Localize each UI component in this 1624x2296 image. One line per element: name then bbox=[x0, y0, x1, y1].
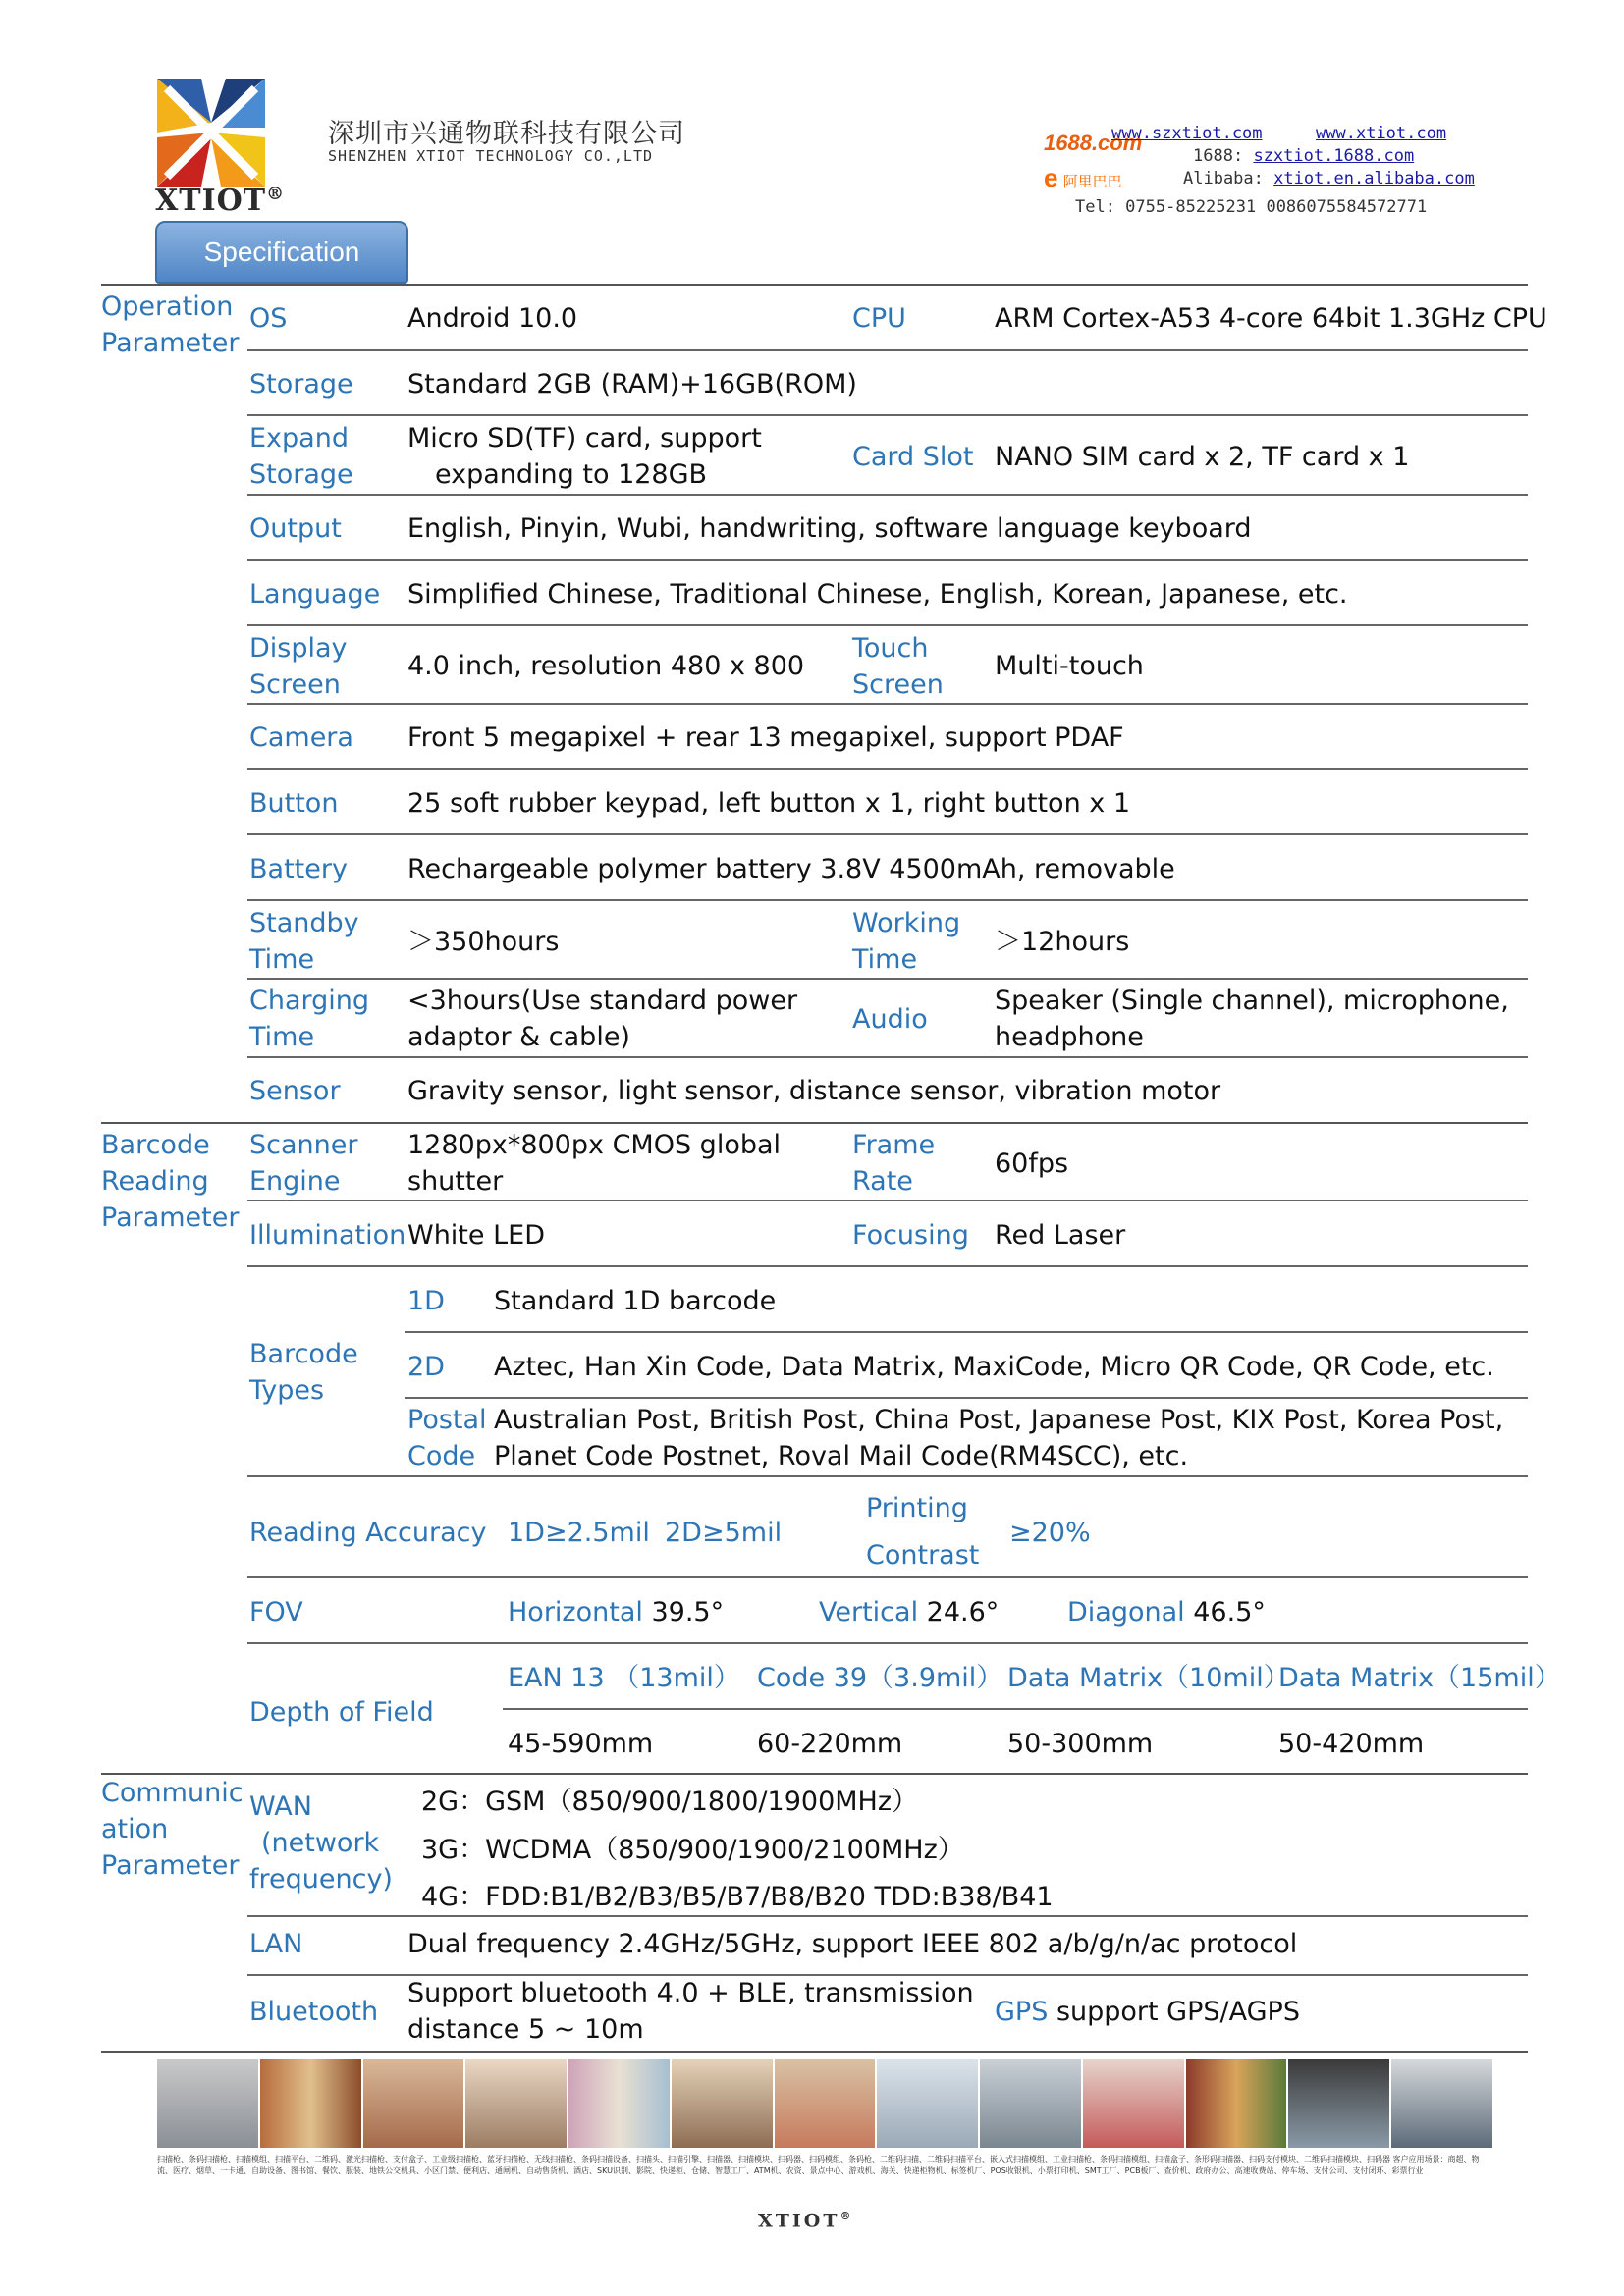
value-1d: Standard 1D barcode bbox=[494, 1286, 777, 1316]
label-expand-storage-2: Storage bbox=[249, 459, 353, 490]
value-camera: Front 5 megapixel + rear 13 megapixel, support PDAF bbox=[407, 722, 1124, 753]
dof-val-1: 45-590mm bbox=[508, 1729, 654, 1759]
brand-name: XTIOT® bbox=[155, 184, 286, 218]
label-touch-2: Screen bbox=[852, 669, 944, 700]
scene-photo bbox=[1391, 2059, 1492, 2148]
value-wan-3g: 3G：WCDMA（850/900/1900/2100MHz） bbox=[421, 1835, 964, 1865]
row-divider bbox=[247, 899, 1528, 901]
row-divider bbox=[247, 1576, 1528, 1578]
value-os: Android 10.0 bbox=[407, 303, 578, 334]
link-alibaba[interactable]: xtiot.en.alibaba.com bbox=[1273, 169, 1475, 188]
label-audio: Audio bbox=[852, 1004, 928, 1035]
label-printing-contrast-2: Contrast bbox=[866, 1540, 980, 1571]
section-communication-parameter: Communic ation Parameter bbox=[101, 1778, 244, 1881]
scene-photo bbox=[363, 2059, 464, 2148]
scene-photo bbox=[260, 2059, 361, 2148]
label-standby-1: Standby bbox=[249, 908, 359, 938]
value-illumination: White LED bbox=[407, 1220, 545, 1251]
dof-col-1: EAN 13 （13mil） bbox=[508, 1663, 740, 1693]
value-bluetooth-2: distance 5 ~ 10m bbox=[407, 2014, 644, 2045]
value-expand-storage-1: Micro SD(TF) card, support bbox=[407, 423, 762, 454]
value-charging-2: adaptor & cable) bbox=[407, 1022, 630, 1052]
label-camera: Camera bbox=[249, 722, 353, 753]
label-scanner-2: Engine bbox=[249, 1166, 341, 1197]
value-accuracy-1d: 1D≥2.5mil bbox=[508, 1518, 650, 1548]
section-barcode-parameter: Barcode Reading Parameter bbox=[101, 1130, 240, 1233]
telephone: Tel: 0755-85225231 0086075584572771 bbox=[1075, 197, 1428, 217]
link-1688-row: 1688: szxtiot.1688.com bbox=[1193, 146, 1415, 166]
value-scanner-2: shutter bbox=[407, 1166, 504, 1197]
logo-alibaba: e 阿里巴巴 bbox=[1044, 163, 1122, 192]
label-illumination: Illumination bbox=[249, 1220, 406, 1251]
scene-photo bbox=[157, 2059, 258, 2148]
label-depth-of-field: Depth of Field bbox=[249, 1697, 434, 1728]
value-wan-2g: 2G：GSM（850/900/1800/1900MHz） bbox=[421, 1787, 919, 1817]
label-sensor: Sensor bbox=[249, 1076, 341, 1106]
value-scanner-1: 1280px*800px CMOS global bbox=[407, 1130, 782, 1160]
scene-photo bbox=[1186, 2059, 1287, 2148]
value-printing-contrast: ≥20% bbox=[1009, 1518, 1091, 1548]
label-frame-rate-1: Frame bbox=[852, 1130, 936, 1160]
value-expand-storage-2: expanding to 128GB bbox=[435, 459, 708, 490]
label-reading-accuracy: Reading Accuracy bbox=[249, 1518, 487, 1548]
label-battery: Battery bbox=[249, 854, 348, 884]
label-bluetooth: Bluetooth bbox=[249, 1997, 379, 2027]
dof-col-4: Data Matrix（15mil） bbox=[1278, 1663, 1561, 1693]
company-logo bbox=[157, 79, 265, 187]
link-1688[interactable]: szxtiot.1688.com bbox=[1253, 146, 1415, 166]
label-scanner-1: Scanner bbox=[249, 1130, 358, 1160]
label-frame-rate-2: Rate bbox=[852, 1166, 913, 1197]
label-cpu: CPU bbox=[852, 303, 906, 334]
value-standby: ＞350hours bbox=[407, 927, 560, 957]
value-bluetooth-1: Support bluetooth 4.0 + BLE, transmission bbox=[407, 1978, 974, 2008]
label-lan: LAN bbox=[249, 1929, 303, 1959]
row-divider bbox=[405, 1331, 1528, 1333]
label-wan-3: frequency) bbox=[249, 1864, 393, 1895]
specification-tab: Specification bbox=[155, 221, 408, 284]
scene-photo bbox=[980, 2059, 1081, 2148]
scene-photo bbox=[1288, 2059, 1389, 2148]
value-working: ＞12hours bbox=[995, 927, 1130, 957]
label-wan-2: (network bbox=[261, 1828, 380, 1858]
row-divider bbox=[247, 1265, 1528, 1267]
label-2d: 2D bbox=[407, 1352, 445, 1382]
row-divider bbox=[247, 833, 1528, 835]
label-expand-storage-1: Expand bbox=[249, 423, 349, 454]
row-divider bbox=[247, 1056, 1528, 1058]
scene-photo bbox=[877, 2059, 978, 2148]
label-output: Output bbox=[249, 513, 342, 544]
label-1d: 1D bbox=[407, 1286, 445, 1316]
row-divider bbox=[405, 1397, 1528, 1399]
label-printing-contrast-1: Printing bbox=[866, 1493, 968, 1523]
value-gps: support GPS/AGPS bbox=[1056, 1997, 1300, 2027]
label-barcode-types-1: Barcode bbox=[249, 1339, 358, 1369]
scene-photo bbox=[465, 2059, 567, 2148]
gps-row bbox=[995, 1994, 1300, 2030]
value-wan-4g: 4G：FDD:B1/B2/B3/B5/B7/B8/B20 TDD:B38/B41 bbox=[421, 1882, 1054, 1912]
value-postal-2: Planet Code Postnet, Roval Mail Code(RM4SCC), etc. bbox=[494, 1441, 1189, 1471]
website-link-1[interactable]: www.szxtiot.com bbox=[1111, 124, 1263, 143]
label-display-2: Screen bbox=[249, 669, 341, 700]
section-rule bbox=[101, 1773, 1528, 1775]
dof-col-3: Data Matrix（10mil） bbox=[1007, 1663, 1290, 1693]
footer-brand: XTIOT® bbox=[758, 2210, 854, 2232]
row-divider bbox=[247, 978, 1528, 980]
row-divider bbox=[503, 1708, 1528, 1710]
section-rule-bottom bbox=[101, 2051, 1528, 2053]
value-touch: Multi-touch bbox=[995, 651, 1144, 681]
row-divider bbox=[247, 349, 1528, 351]
row-divider bbox=[247, 1475, 1528, 1477]
value-2d: Aztec, Han Xin Code, Data Matrix, MaxiCode, Micro QR Code, QR Code, etc. bbox=[494, 1352, 1494, 1382]
value-audio-2: headphone bbox=[995, 1022, 1144, 1052]
section-rule-top bbox=[101, 284, 1528, 286]
website-links bbox=[1111, 124, 1446, 143]
value-audio-1: Speaker (Single channel), microphone, bbox=[995, 986, 1509, 1016]
value-storage: Standard 2GB (RAM)+16GB(ROM) bbox=[407, 369, 857, 400]
company-name-cn: 深圳市兴通物联科技有限公司 bbox=[328, 119, 685, 149]
value-focusing: Red Laser bbox=[995, 1220, 1126, 1251]
label-touch-1: Touch bbox=[852, 633, 929, 664]
label-card-slot: Card Slot bbox=[852, 442, 974, 472]
value-frame-rate: 60fps bbox=[995, 1148, 1069, 1179]
label-os: OS bbox=[249, 303, 288, 334]
row-divider bbox=[247, 768, 1528, 770]
label-charging-1: Charging bbox=[249, 986, 370, 1016]
value-charging-1: <3hours(Use standard power bbox=[407, 986, 798, 1016]
scene-photo bbox=[775, 2059, 876, 2148]
value-output: English, Pinyin, Wubi, handwriting, software language keyboard bbox=[407, 513, 1252, 544]
label-working-1: Working bbox=[852, 908, 961, 938]
fov-diagonal: Diagonal 46.5° bbox=[1067, 1597, 1266, 1628]
row-divider bbox=[247, 494, 1528, 496]
value-language: Simplified Chinese, Traditional Chinese, English, Korean, Japanese, etc. bbox=[407, 579, 1348, 610]
dof-val-3: 50-300mm bbox=[1007, 1729, 1154, 1759]
label-language: Language bbox=[249, 579, 381, 610]
label-wan-1: WAN bbox=[249, 1791, 312, 1822]
link-alibaba-row: Alibaba: xtiot.en.alibaba.com bbox=[1183, 169, 1475, 188]
label-postal-2: Code bbox=[407, 1441, 476, 1471]
label-postal-1: Postal bbox=[407, 1405, 487, 1435]
value-display: 4.0 inch, resolution 480 x 800 bbox=[407, 651, 805, 681]
label-gps: GPS bbox=[995, 1997, 1049, 2027]
value-cpu: ARM Cortex-A53 4-core 64bit 1.3GHz CPU bbox=[995, 303, 1547, 334]
row-divider bbox=[247, 1915, 1528, 1917]
scene-photo bbox=[1083, 2059, 1184, 2148]
row-divider bbox=[247, 703, 1528, 705]
logo-1688: 1688.com bbox=[1044, 131, 1143, 155]
label-focusing: Focusing bbox=[852, 1220, 969, 1251]
label-standby-2: Time bbox=[249, 944, 315, 975]
value-card-slot: NANO SIM card x 2, TF card x 1 bbox=[995, 442, 1410, 472]
value-battery: Rechargeable polymer battery 3.8V 4500mAh, removable bbox=[407, 854, 1175, 884]
company-name-en: SHENZHEN XTIOT TECHNOLOGY CO.,LTD bbox=[328, 147, 654, 165]
label-button: Button bbox=[249, 788, 339, 819]
application-photo-strip bbox=[157, 2059, 1492, 2148]
label-display-1: Display bbox=[249, 633, 348, 664]
row-divider bbox=[247, 1642, 1528, 1644]
label-storage: Storage bbox=[249, 369, 353, 400]
row-divider bbox=[247, 559, 1528, 561]
value-postal-1: Australian Post, British Post, China Post, Japanese Post, KIX Post, Korea Post, bbox=[494, 1405, 1504, 1435]
value-lan: Dual frequency 2.4GHz/5GHz, support IEEE 802 a/b/g/n/ac protocol bbox=[407, 1929, 1298, 1959]
label-fov: FOV bbox=[249, 1597, 303, 1628]
footer-keywords: 扫描枪、条码扫描枪、扫描模组、扫描平台、二维码、激光扫描枪、支付盒子、工业级扫描枪、蓝牙扫描枪、无线扫描枪、条码扫描设备、扫描头、扫描引擎、扫描器、扫描模块、扫码器、扫码模组、条码枪、二维码扫描、二维码扫描平台、嵌入式扫描模组、工业扫描枪、条码扫描模组、扫描盒子、条形码扫描器、扫码支付模块、二维码扫描模块、扫码器 客户应用场景：商超、物流、医疗、烟草、一卡通、自助设备、图书馆、餐饮、服装、地铁公交机具、小区门禁、便利店、通闸机、自动售货机、酒店、SKU识别、影院、快递柜、仓储、智慧工厂、ATM机、农资、景点中心、游戏机、海关、快递柜物机、标签机厂、POS收银机、小票打印机、SMT工厂、PCB板厂、查价机、政府办公、高速收费站、停车场、支付公司、支付闭环、彩票行业 bbox=[157, 2155, 1480, 2175]
scene-photo bbox=[672, 2059, 773, 2148]
fov-horizontal: Horizontal 39.5° bbox=[508, 1597, 725, 1628]
dof-val-4: 50-420mm bbox=[1278, 1729, 1425, 1759]
section-operation-parameter: Operation Parameter bbox=[101, 292, 240, 358]
row-divider bbox=[247, 1200, 1528, 1201]
value-sensor: Gravity sensor, light sensor, distance sensor, vibration motor bbox=[407, 1076, 1221, 1106]
scene-photo bbox=[568, 2059, 670, 2148]
label-charging-2: Time bbox=[249, 1022, 315, 1052]
website-link-2[interactable]: www.xtiot.com bbox=[1316, 124, 1447, 143]
section-rule bbox=[101, 1122, 1528, 1124]
value-accuracy-2d: 2D≥5mil bbox=[665, 1518, 783, 1548]
label-barcode-types-2: Types bbox=[249, 1375, 325, 1406]
row-divider bbox=[247, 624, 1528, 626]
dof-val-2: 60-220mm bbox=[757, 1729, 903, 1759]
dof-col-2: Code 39（3.9mil） bbox=[757, 1663, 1003, 1693]
label-working-2: Time bbox=[852, 944, 918, 975]
fov-vertical: Vertical 24.6° bbox=[819, 1597, 1000, 1628]
row-divider bbox=[247, 414, 1528, 416]
value-button: 25 soft rubber keypad, left button x 1, right button x 1 bbox=[407, 788, 1131, 819]
